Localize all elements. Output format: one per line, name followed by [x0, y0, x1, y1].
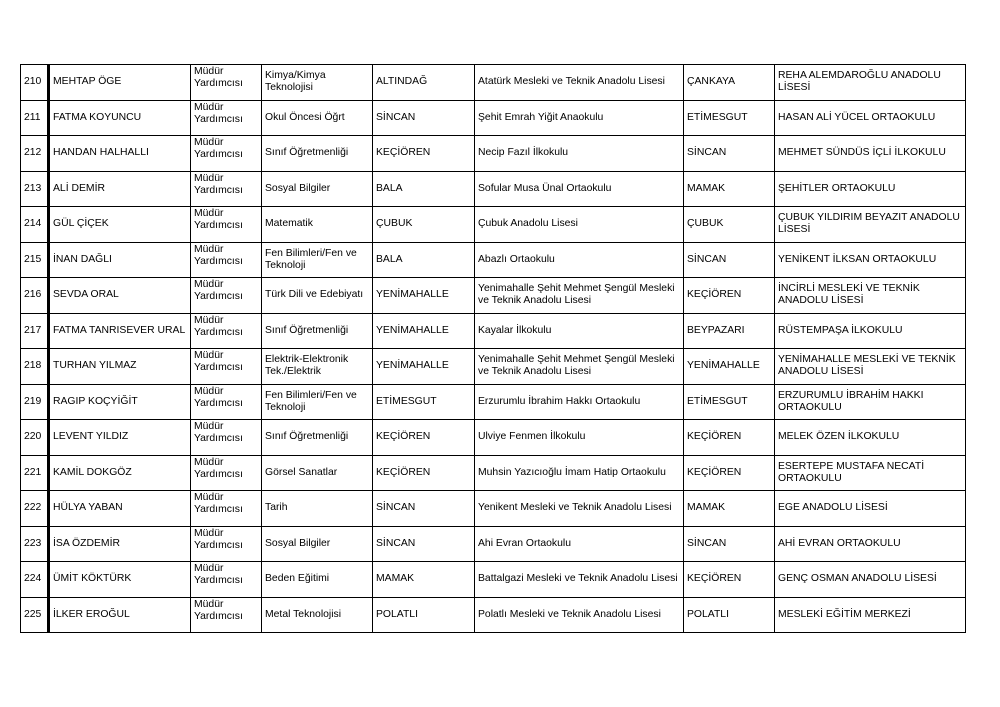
- assigned-school-cell: MELEK ÖZEN İLKOKULU: [775, 420, 966, 456]
- row-number-cell: 222: [21, 491, 49, 527]
- assigned-school-cell: RÜSTEMPAŞA İLKOKULU: [775, 313, 966, 349]
- table-row: [21, 136, 966, 172]
- job-title-cell: Müdür Yardımcısı: [191, 100, 262, 136]
- assigned-school-cell: ESERTEPE MUSTAFA NECATİ ORTAOKULU: [775, 455, 966, 491]
- row-number-cell: 215: [21, 242, 49, 278]
- person-name-cell: TURHAN YILMAZ: [49, 349, 191, 385]
- current-district-cell: SİNCAN: [373, 100, 475, 136]
- job-title-cell: Müdür Yardımcısı: [191, 136, 262, 172]
- person-name-cell: HANDAN HALHALLI: [49, 136, 191, 172]
- current-school-cell: Yenikent Mesleki ve Teknik Anadolu Lisesi: [475, 491, 684, 527]
- row-number-cell: 214: [21, 207, 49, 243]
- person-name-cell: ALİ DEMİR: [49, 171, 191, 207]
- assigned-district-cell: KEÇİÖREN: [684, 562, 775, 598]
- row-number-cell: 212: [21, 136, 49, 172]
- row-number-cell: 221: [21, 455, 49, 491]
- table-row: [21, 242, 966, 278]
- job-title-cell: Müdür Yardımcısı: [191, 278, 262, 314]
- table-row: [21, 65, 966, 101]
- assigned-school-cell: EGE ANADOLU LİSESİ: [775, 491, 966, 527]
- current-district-cell: BALA: [373, 242, 475, 278]
- job-title-cell: Müdür Yardımcısı: [191, 242, 262, 278]
- current-school-cell: Kayalar İlkokulu: [475, 313, 684, 349]
- current-school-cell: Yenimahalle Şehit Mehmet Şengül Mesleki ve Teknik Anadolu Lisesi: [475, 278, 684, 314]
- person-name-cell: HÜLYA YABAN: [49, 491, 191, 527]
- current-school-cell: Abazlı Ortaokulu: [475, 242, 684, 278]
- row-number-cell: 220: [21, 420, 49, 456]
- branch-cell: Beden Eğitimi: [262, 562, 373, 598]
- table-row: [21, 420, 966, 456]
- current-school-cell: Necip Fazıl İlkokulu: [475, 136, 684, 172]
- current-district-cell: ETİMESGUT: [373, 384, 475, 420]
- current-school-cell: Yenimahalle Şehit Mehmet Şengül Mesleki ve Teknik Anadolu Lisesi: [475, 349, 684, 385]
- table-row: [21, 384, 966, 420]
- current-district-cell: YENİMAHALLE: [373, 313, 475, 349]
- assigned-school-cell: YENİMAHALLE MESLEKİ VE TEKNİK ANADOLU LİSESİ: [775, 349, 966, 385]
- current-school-cell: Ahi Evran Ortaokulu: [475, 526, 684, 562]
- branch-cell: Sosyal Bilgiler: [262, 526, 373, 562]
- assigned-school-cell: YENİKENT İLKSAN ORTAOKULU: [775, 242, 966, 278]
- assigned-district-cell: YENİMAHALLE: [684, 349, 775, 385]
- row-number-cell: 216: [21, 278, 49, 314]
- person-name-cell: FATMA TANRISEVER URAL: [49, 313, 191, 349]
- assigned-district-cell: MAMAK: [684, 491, 775, 527]
- assigned-school-cell: REHA ALEMDAROĞLU ANADOLU LİSESİ: [775, 65, 966, 101]
- branch-cell: Elektrik-Elektronik Tek./Elektrik: [262, 349, 373, 385]
- assigned-district-cell: ÇUBUK: [684, 207, 775, 243]
- assignment-table: [20, 64, 966, 633]
- assigned-school-cell: AHİ EVRAN ORTAOKULU: [775, 526, 966, 562]
- job-title-cell: Müdür Yardımcısı: [191, 384, 262, 420]
- job-title-cell: Müdür Yardımcısı: [191, 597, 262, 633]
- job-title-cell: Müdür Yardımcısı: [191, 420, 262, 456]
- job-title-cell: Müdür Yardımcısı: [191, 455, 262, 491]
- row-number-cell: 223: [21, 526, 49, 562]
- table-row: [21, 491, 966, 527]
- assigned-district-cell: KEÇİÖREN: [684, 420, 775, 456]
- row-number-cell: 219: [21, 384, 49, 420]
- table-row: [21, 313, 966, 349]
- job-title-cell: Müdür Yardımcısı: [191, 526, 262, 562]
- branch-cell: Matematik: [262, 207, 373, 243]
- current-school-cell: Çubuk Anadolu Lisesi: [475, 207, 684, 243]
- assigned-school-cell: MEHMET SÜNDÜS İÇLİ İLKOKULU: [775, 136, 966, 172]
- assigned-district-cell: SİNCAN: [684, 136, 775, 172]
- assigned-district-cell: SİNCAN: [684, 526, 775, 562]
- job-title-cell: Müdür Yardımcısı: [191, 171, 262, 207]
- assigned-district-cell: POLATLI: [684, 597, 775, 633]
- assigned-district-cell: BEYPAZARI: [684, 313, 775, 349]
- job-title-cell: Müdür Yardımcısı: [191, 65, 262, 101]
- table-row: [21, 455, 966, 491]
- job-title-cell: Müdür Yardımcısı: [191, 207, 262, 243]
- current-district-cell: POLATLI: [373, 597, 475, 633]
- table-row: [21, 207, 966, 243]
- table-row: [21, 526, 966, 562]
- person-name-cell: RAGIP KOÇYİĞİT: [49, 384, 191, 420]
- branch-cell: Fen Bilimleri/Fen ve Teknoloji: [262, 384, 373, 420]
- branch-cell: Görsel Sanatlar: [262, 455, 373, 491]
- table-row: [21, 597, 966, 633]
- assigned-school-cell: ERZURUMLU İBRAHİM HAKKI ORTAOKULU: [775, 384, 966, 420]
- table-row: [21, 171, 966, 207]
- current-school-cell: Şehit Emrah Yiğit Anaokulu: [475, 100, 684, 136]
- current-school-cell: Erzurumlu İbrahim Hakkı Ortaokulu: [475, 384, 684, 420]
- current-district-cell: YENİMAHALLE: [373, 349, 475, 385]
- current-district-cell: KEÇİÖREN: [373, 136, 475, 172]
- branch-cell: Sınıf Öğretmenliği: [262, 420, 373, 456]
- assigned-school-cell: İNCİRLİ MESLEKİ VE TEKNİK ANADOLU LİSESİ: [775, 278, 966, 314]
- current-district-cell: SİNCAN: [373, 491, 475, 527]
- branch-cell: Okul Öncesi Öğrt: [262, 100, 373, 136]
- row-number-cell: 224: [21, 562, 49, 598]
- person-name-cell: MEHTAP ÖGE: [49, 65, 191, 101]
- assigned-district-cell: ETİMESGUT: [684, 100, 775, 136]
- branch-cell: Metal Teknolojisi: [262, 597, 373, 633]
- current-school-cell: Sofular Musa Ünal Ortaokulu: [475, 171, 684, 207]
- table-row: [21, 562, 966, 598]
- job-title-cell: Müdür Yardımcısı: [191, 313, 262, 349]
- current-district-cell: ALTINDAĞ: [373, 65, 475, 101]
- person-name-cell: İLKER EROĞUL: [49, 597, 191, 633]
- person-name-cell: İSA ÖZDEMİR: [49, 526, 191, 562]
- branch-cell: Sınıf Öğretmenliği: [262, 313, 373, 349]
- branch-cell: Türk Dili ve Edebiyatı: [262, 278, 373, 314]
- person-name-cell: KAMİL DOKGÖZ: [49, 455, 191, 491]
- row-number-cell: 218: [21, 349, 49, 385]
- current-district-cell: BALA: [373, 171, 475, 207]
- assigned-school-cell: ÇUBUK YILDIRIM BEYAZIT ANADOLU LİSESİ: [775, 207, 966, 243]
- table-body: [21, 65, 966, 633]
- assigned-school-cell: MESLEKİ EĞİTİM MERKEZİ: [775, 597, 966, 633]
- person-name-cell: İNAN DAĞLI: [49, 242, 191, 278]
- job-title-cell: Müdür Yardımcısı: [191, 562, 262, 598]
- assigned-district-cell: SİNCAN: [684, 242, 775, 278]
- current-school-cell: Ulviye Fenmen İlkokulu: [475, 420, 684, 456]
- branch-cell: Tarih: [262, 491, 373, 527]
- person-name-cell: GÜL ÇİÇEK: [49, 207, 191, 243]
- person-name-cell: FATMA KOYUNCU: [49, 100, 191, 136]
- row-number-cell: 210: [21, 65, 49, 101]
- table-row: [21, 100, 966, 136]
- current-district-cell: MAMAK: [373, 562, 475, 598]
- current-district-cell: KEÇİÖREN: [373, 455, 475, 491]
- assigned-district-cell: ÇANKAYA: [684, 65, 775, 101]
- current-district-cell: YENİMAHALLE: [373, 278, 475, 314]
- assigned-school-cell: HASAN ALİ YÜCEL ORTAOKULU: [775, 100, 966, 136]
- job-title-cell: Müdür Yardımcısı: [191, 349, 262, 385]
- branch-cell: Kimya/Kimya Teknolojisi: [262, 65, 373, 101]
- current-school-cell: Muhsin Yazıcıoğlu İmam Hatip Ortaokulu: [475, 455, 684, 491]
- person-name-cell: SEVDA ORAL: [49, 278, 191, 314]
- row-number-cell: 213: [21, 171, 49, 207]
- current-school-cell: Polatlı Mesleki ve Teknik Anadolu Lisesi: [475, 597, 684, 633]
- row-number-cell: 211: [21, 100, 49, 136]
- current-district-cell: KEÇİÖREN: [373, 420, 475, 456]
- current-district-cell: ÇUBUK: [373, 207, 475, 243]
- job-title-cell: Müdür Yardımcısı: [191, 491, 262, 527]
- person-name-cell: LEVENT YILDIZ: [49, 420, 191, 456]
- current-school-cell: Atatürk Mesleki ve Teknik Anadolu Lisesi: [475, 65, 684, 101]
- row-number-cell: 225: [21, 597, 49, 633]
- branch-cell: Sosyal Bilgiler: [262, 171, 373, 207]
- person-name-cell: ÜMİT KÖKTÜRK: [49, 562, 191, 598]
- branch-cell: Fen Bilimleri/Fen ve Teknoloji: [262, 242, 373, 278]
- branch-cell: Sınıf Öğretmenliği: [262, 136, 373, 172]
- assigned-district-cell: ETİMESGUT: [684, 384, 775, 420]
- current-school-cell: Battalgazi Mesleki ve Teknik Anadolu Lisesi: [475, 562, 684, 598]
- assigned-school-cell: ŞEHİTLER ORTAOKULU: [775, 171, 966, 207]
- assigned-district-cell: KEÇİÖREN: [684, 278, 775, 314]
- assigned-school-cell: GENÇ OSMAN ANADOLU LİSESİ: [775, 562, 966, 598]
- table-row: [21, 349, 966, 385]
- assigned-district-cell: KEÇİÖREN: [684, 455, 775, 491]
- table-row: [21, 278, 966, 314]
- row-number-cell: 217: [21, 313, 49, 349]
- assigned-district-cell: MAMAK: [684, 171, 775, 207]
- current-district-cell: SİNCAN: [373, 526, 475, 562]
